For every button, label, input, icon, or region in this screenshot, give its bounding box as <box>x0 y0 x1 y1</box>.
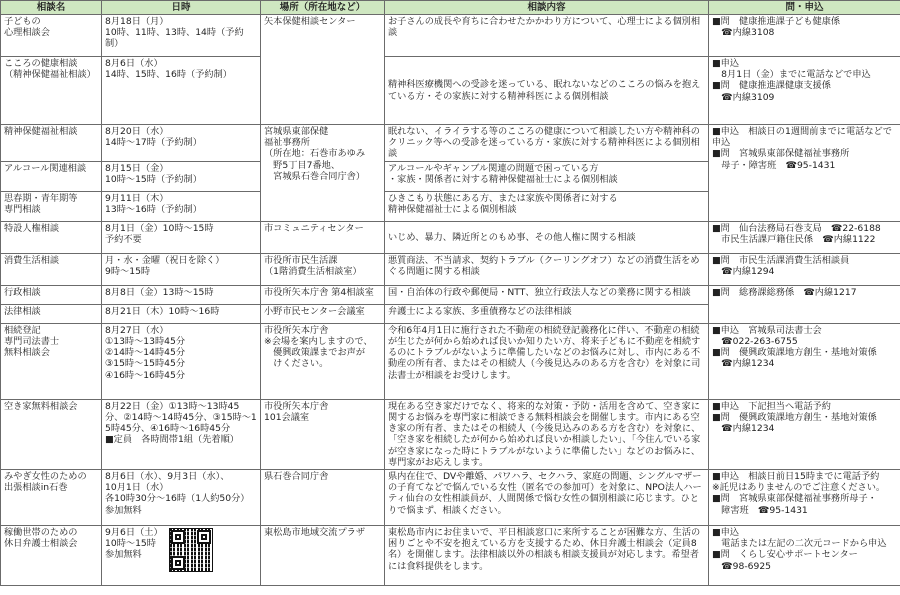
consult-content: 現在ある空き家だけでなく、将来的な対策・予防・活用を含めて、空き家に関するお悩みを専門家に相談できる無料相談会を開催します。市内にある空き家の所有者、またはその相続人（今後見込みのある方を含む）を対象に、「空き家を相続したが何から始めれば良いか相談したい」、「今住んでいる家が空き家になった時にトラブルがないように準備したい」などのお悩みに、専門家がお応えします。 <box>385 399 709 469</box>
consult-date: 9月6日（土） 10時～15時 参加無料 <box>102 525 261 585</box>
consult-contact: ■申込 8月1日（金）までに電話などで申込 ■問 健康推進課健康支援係 ☎内線3109 <box>709 57 900 125</box>
consult-name: 思春期・青年期等 専門相談 <box>1 191 102 221</box>
consult-place: 市役所矢本庁舎 ※会場を案内しますので、 優興政策課までお声が けください。 <box>261 323 385 399</box>
table-row <box>1 221 900 253</box>
consult-name: 行政相談 <box>1 285 102 304</box>
header-name: 相談名 <box>1 1 102 15</box>
consult-place: 東松島市地域交流プラザ <box>261 525 385 585</box>
consult-contact: ■申込 相談日の1週間前までに電話などで申込 ■問 宮城県東部保健福祉事務所 母子・障害班 ☎95-1431 <box>709 125 900 222</box>
consult-date: 8月22日（金）①13時～13時45分、②14時～14時45分、③15時～15時45分、④16時～16時45分 ■定員 各時間帯1組（先着順） <box>102 399 261 469</box>
consult-contact: ■申込 宮城県司法書士会 ☎022-263-6755 ■問 優興政策課地方創生・基地対策係 ☎内線1234 <box>709 323 900 399</box>
consult-content: 令和6年4月1日に施行された不動産の相続登記義務化に伴い、不動産の相続が生じたが何から始めれば良いか知りたい方、将来子どもに不動産を相続するのにトラブルがないように準備したいなどのお悩みに対し、市内にある不動産の所有者、またはその相続人（今後見込みのある方を含む）を対象に司法書士が相談をお受けします。 <box>385 323 709 399</box>
consult-name: こころの健康相談 （精神保健福祉相談） <box>1 57 102 125</box>
consult-contact: ■問 市民生活課消費生活相談員 ☎内線1294 <box>709 253 900 285</box>
consult-date: 8月27日（水） ①13時～13時45分 ②14時～14時45分 ③15時～15時45分 ④16時～16時45分 <box>102 323 261 399</box>
qr-code-icon[interactable] <box>169 528 213 572</box>
table-row <box>1 323 900 399</box>
consult-contact: ■問 仙台法務局石巻支局 ☎22-6188 市民生活課戸籍住民係 ☎内線1122 <box>709 221 900 253</box>
table-row <box>1 399 900 469</box>
consult-name: 相続登記 専門司法書士 無料相談会 <box>1 323 102 399</box>
consult-content: 精神科医療機関への受診を迷っている、眠れないなどのこころの悩みを抱えている方・その家族に対する精神科医による個別相談 <box>385 57 709 125</box>
header-content: 相談内容 <box>385 1 709 15</box>
consult-name: アルコール関連相談 <box>1 161 102 191</box>
consult-place: 県石巻合同庁舎 <box>261 469 385 525</box>
consult-place: 市役所矢本庁舎 第4相談室 <box>261 285 385 304</box>
consult-name: みやぎ女性のための 出張相談in石巻 <box>1 469 102 525</box>
table-row <box>1 15 900 57</box>
consult-contact: ■申込 相談日前日15時までに電話予約 ※託児はありませんのでご注意ください。 ■問 宮城県東部保健福祉事務所母子・ 障害班 ☎95-1431 <box>709 469 900 525</box>
consult-content: 弁護士による家族、多重債務などの法律相談 <box>385 304 709 323</box>
consult-name: 空き家無料相談会 <box>1 399 102 469</box>
table-row <box>1 285 900 304</box>
consult-content: 悪質商法、不当請求、契約トラブル（クーリングオフ）などの消費生活をめぐる問題に関する相談 <box>385 253 709 285</box>
consult-content: いじめ、暴力、隣近所とのもめ事、その他人権に関する相談 <box>385 221 709 253</box>
consult-date: 8月8日（金）13時～15時 <box>102 285 261 304</box>
consult-contact: ■問 総務課総務係 ☎内線1217 <box>709 285 900 323</box>
consult-content: ひきこもり状態にある方、または家族や関係者に対する 精神保健福祉士による個別相談 <box>385 191 709 221</box>
consult-content: お子さんの成長や育ちに合わせたかかわり方について、心理士による個別相談 <box>385 15 709 57</box>
consult-place: 宮城県東部保健 福祉事務所 （所在地：石巻市あゆみ 野5丁目7番地、 宮城県石巻合同庁舎） <box>261 125 385 222</box>
consult-content: 県内在住で、DVや離婚、パワハラ、セクハラ、家庭の問題、シングルマザーの子育てなどで悩んでいる女性（匿名での参加可）を対象に、NPO法人ハーティ仙台の女性相談員が、人間関係で悩む女性の個別相談に応じます。ひとりで悩まず、相談ください。 <box>385 469 709 525</box>
consult-contact: ■問 健康推進課子ども健康係 ☎内線3108 <box>709 15 900 57</box>
consult-place: 市コミュニティセンター <box>261 221 385 253</box>
consult-date: 8月21日（木）10時～16時 <box>102 304 261 323</box>
consult-date: 月・水・金曜（祝日を除く） 9時～15時 <box>102 253 261 285</box>
consult-content: アルコールやギャンブル関連の問題で困っている方 ・家族・関係者に対する精神保健福祉士による個別相談 <box>385 161 709 191</box>
consult-date: 8月6日（水）、9月3日（水）、 10月1日（水） 各10時30分～16時（1人約50分） 参加無料 <box>102 469 261 525</box>
consult-name: 特設人権相談 <box>1 221 102 253</box>
table-header-row <box>1 1 900 15</box>
consult-date: 8月1日（金）10時～15時 予約不要 <box>102 221 261 253</box>
consult-place: 市役所矢本庁舎 101会議室 <box>261 399 385 469</box>
consult-date: 8月20日（水） 14時～17時（予約制） <box>102 125 261 162</box>
table-row <box>1 525 900 585</box>
consult-contact: ■申込 下記担当へ電話予約 ■問 優興政策課地方創生・基地対策係 ☎内線1234 <box>709 399 900 469</box>
consult-name: 消費生活相談 <box>1 253 102 285</box>
header-date: 日時 <box>102 1 261 15</box>
header-contact: 問・申込 <box>709 1 900 15</box>
consult-name: 精神保健福祉相談 <box>1 125 102 162</box>
header-place: 場所（所在地など） <box>261 1 385 15</box>
consult-date: 9月11日（木） 13時～16時（予約制） <box>102 191 261 221</box>
consult-name: 子どもの 心理相談会 <box>1 15 102 57</box>
consult-content: 国・自治体の行政や郵便局・NTT、独立行政法人などの業務に関する相談 <box>385 285 709 304</box>
table-row <box>1 253 900 285</box>
consult-contact: ■申込 電話または左記の二次元コードから申込 ■問 くらし安心サポートセンター ☎98-6925 <box>709 525 900 585</box>
consult-name: 稼働世帯のための 休日弁護士相談会 <box>1 525 102 585</box>
consult-date: 8月15日（金） 10時～15時（予約制） <box>102 161 261 191</box>
consult-date: 8月18日（月） 10時、11時、13時、14時（予約制） <box>102 15 261 57</box>
consult-content: 東松島市内にお住まいで、平日相談窓口に来所することが困難な方、生活の困りごとや不安を抱えている方を支援するため、休日弁護士相談会（定員8名）を開催します。法律相談以外の相談も相談支援員が対応します。希望者には食料提供をします。 <box>385 525 709 585</box>
consult-place: 市役所市民生活課 （1階消費生活相談室） <box>261 253 385 285</box>
consult-name: 法律相談 <box>1 304 102 323</box>
table-row <box>1 57 900 125</box>
consult-place: 矢本保健相談センター <box>261 15 385 125</box>
table-row <box>1 469 900 525</box>
consult-place: 小野市民センター会議室 <box>261 304 385 323</box>
consult-date: 8月6日（水） 14時、15時、16時（予約制） <box>102 57 261 125</box>
consult-content: 眠れない、イライラする等のこころの健康について相談したい方や精神科のクリニック等への受診を迷っている方・家族に対する精神科医による個別相談 <box>385 125 709 162</box>
table-row <box>1 125 900 162</box>
